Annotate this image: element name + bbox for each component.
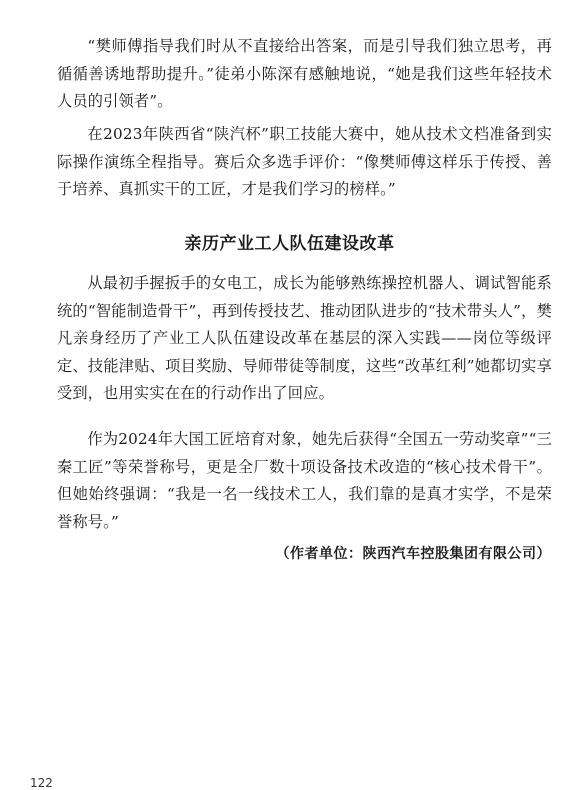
paragraph-competition: 在2023年陕西省“陕汽杯”职工技能大赛中，她从技术文档准备到实际操作演练全程指导。赛后众多选手评价：“像樊师傅这样乐于传授、善于培养、真抓实干的工匠，才是我们学习的榜样。” [57,125,552,198]
paragraph-honors: 作为2024年大国工匠培育对象，她先后获得“全国五一劳动奖章”“三秦工匠”等荣誉称号，更是全厂数十项设备技术改造的“核心技术骨干”。但她始终强调：“我是一名一线技术工人，我们靠的是真才实学，不是荣誉称号。” [57,430,552,531]
page-number: 122 [30,776,53,790]
paragraph-quote-xiaochen: “樊师傅指导我们时从不直接给出答案，而是引导我们独立思考，再循循善诱地帮助提升。”徒弟小陈深有感触地说，“她是我们这些年轻技术人员的引领者”。 [57,37,552,110]
author-affiliation: （作者单位：陕西汽车控股集团有限公司） [275,546,551,562]
section-heading: 亲历产业工人队伍建设改革 [184,234,395,254]
paragraph-reform-experience: 从最初手握扳手的女电工，成长为能够熟练操控机器人、调试智能系统的“智能制造骨干”，再到传授技艺、推动团队进步的“技术带头人”，樊凡亲身经历了产业工人队伍建设改革在基层的深入实践——岗位等级评定、技能津贴、项目奖励、导师带徒等制度，这些“改革红利”她都切实享受到，也用实实在在的行动作出了回应。 [57,274,552,402]
